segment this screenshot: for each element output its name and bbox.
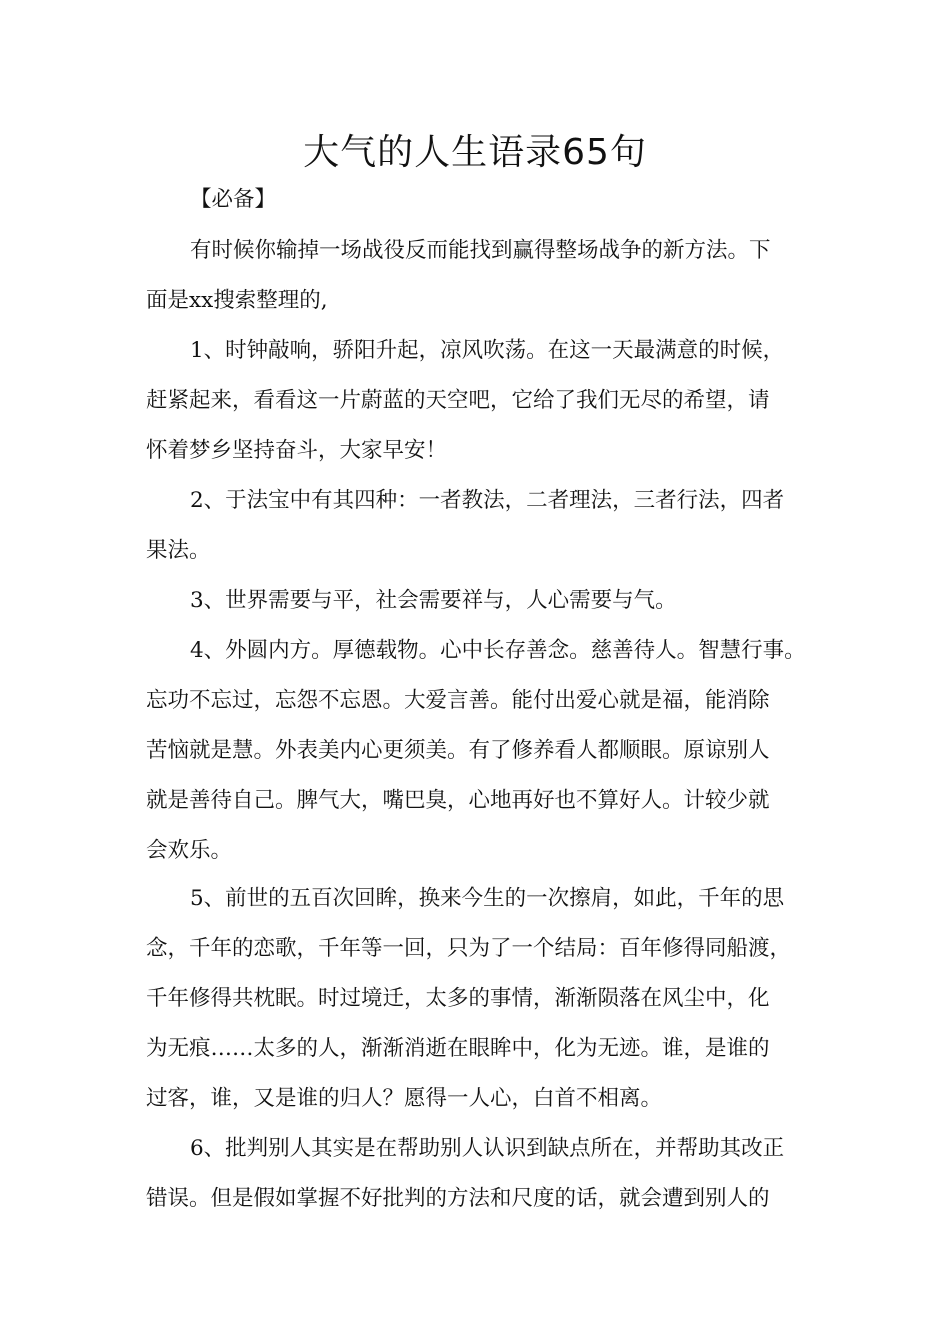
paragraph-line: 千年修得共枕眠。时过境迁，太多的事情，渐渐陨落在风尘中，化 bbox=[146, 986, 770, 1011]
paragraph-line: 就是善待自己。脾气大，嘴巴臭，心地再好也不算好人。计较少就 bbox=[146, 788, 770, 813]
paragraph-line: 忘功不忘过，忘怨不忘恩。大爱言善。能付出爱心就是福，能消除 bbox=[146, 688, 770, 713]
paragraph-line: 错误。但是假如掌握不好批判的方法和尺度的话，就会遭到别人的 bbox=[146, 1186, 770, 1211]
paragraph-line: 会欢乐。 bbox=[146, 838, 233, 863]
paragraph-line: 5、前世的五百次回眸，换来今生的一次擦肩，如此，千年的思 bbox=[190, 886, 785, 911]
paragraph-line: 2、于法宝中有其四种：一者教法，二者理法，三者行法，四者 bbox=[190, 488, 785, 513]
document-tag: 【必备】 bbox=[190, 187, 277, 212]
paragraph-line: 面是xx搜索整理的, bbox=[146, 288, 328, 313]
paragraph-line: 过客，谁，又是谁的归人？愿得一人心，白首不相离。 bbox=[146, 1086, 663, 1111]
paragraph-line: 赶紧起来，看看这一片蔚蓝的天空吧，它给了我们无尽的希望，请 bbox=[146, 388, 770, 413]
paragraph-line: 3、世界需要与平，社会需要祥与，人心需要与气。 bbox=[190, 588, 677, 613]
paragraph-line: 念，千年的恋歌，千年等一回，只为了一个结局：百年修得同船渡， bbox=[146, 936, 792, 961]
paragraph-line: 4、外圆内方。厚德载物。心中长存善念。慈善待人。智慧行事。 bbox=[190, 638, 806, 663]
paragraph-line: 为无痕……太多的人，渐渐消逝在眼眸中，化为无迹。谁，是谁的 bbox=[146, 1036, 770, 1061]
paragraph-line: 怀着梦乡坚持奋斗，大家早安！ bbox=[146, 438, 448, 463]
paragraph-line: 苦恼就是慧。外表美内心更须美。有了修养看人都顺眼。原谅别人 bbox=[146, 738, 770, 763]
document-title: 大气的人生语录65句 bbox=[303, 132, 647, 173]
paragraph-line: 1、时钟敲响，骄阳升起，凉风吹荡。在这一天最满意的时候， bbox=[190, 338, 785, 363]
paragraph-line: 果法。 bbox=[146, 538, 211, 563]
paragraph-line: 有时候你输掉一场战役反而能找到赢得整场战争的新方法。下 bbox=[190, 238, 771, 263]
paragraph-line: 6、批判别人其实是在帮助别人认识到缺点所在，并帮助其改正 bbox=[190, 1136, 785, 1161]
